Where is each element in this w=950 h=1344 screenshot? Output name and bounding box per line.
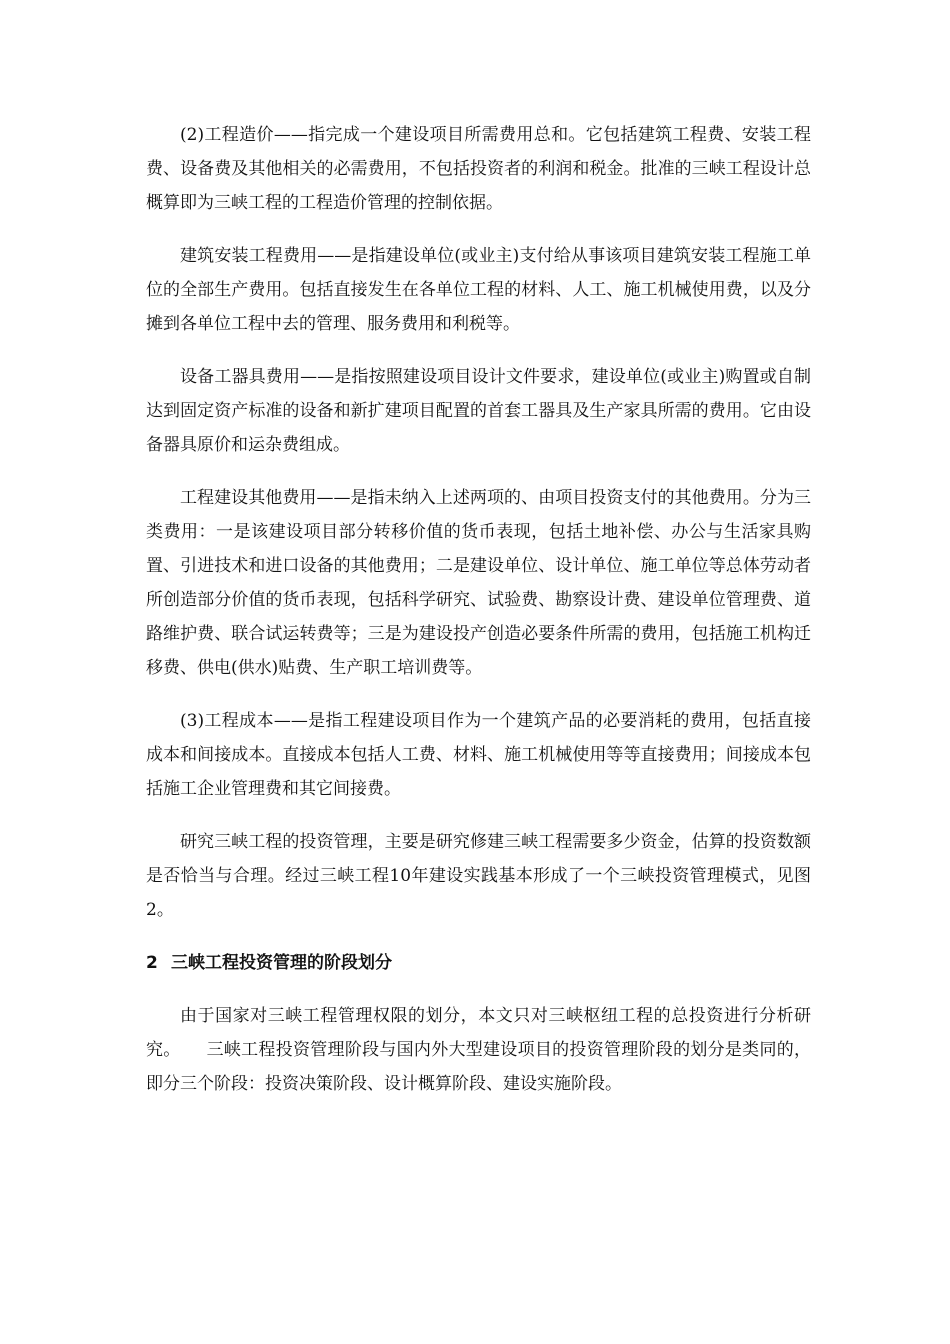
paragraph-equipment-cost: 设备工器具费用——是指按照建设项目设计文件要求，建设单位(或业主)购置或自制达到固定资产标准的设备和新扩建项目配置的首套工器具及生产家具所需的费用。它由设备器具原价和运杂费组成。 — [146, 367, 811, 455]
paragraph-construction-install-cost: 建筑安装工程费用——是指建设单位(或业主)支付给从事该项目建筑安装工程施工单位的全部生产费用。包括直接发生在各单位工程的材料、人工、施工机械使用费，以及分摊到各单位工程中去的管理、服务费用和利税等。 — [146, 246, 811, 334]
paragraph-investment-research: 研究三峡工程的投资管理，主要是研究修建三峡工程需要多少资金，估算的投资数额是否恰当与合理。经过三峡工程10年建设实践基本形成了一个三峡投资管理模式，见图2。 — [146, 832, 811, 920]
document-page — [146, 118, 811, 1120]
paragraph-project-cost: (2)工程造价——指完成一个建设项目所需费用总和。它包括建筑工程费、安装工程费、设备费及其他相关的必需费用，不包括投资者的利润和税金。批准的三峡工程设计总概算即为三峡工程的工程造价管理的控制依据。 — [146, 125, 811, 213]
section-title: 三峡工程投资管理的阶段划分 — [171, 953, 392, 973]
section-number: 2 — [146, 953, 158, 973]
section-heading — [146, 946, 811, 980]
paragraph-project-expense: (3)工程成本——是指工程建设项目作为一个建筑产品的必要消耗的费用，包括直接成本和间接成本。直接成本包括人工费、材料、施工机械使用等等直接费用；间接成本包括施工企业管理费和其它间接费。 — [146, 711, 811, 799]
paragraph-other-cost: 工程建设其他费用——是指未纳入上述两项的、由项目投资支付的其他费用。分为三类费用：一是该建设项目部分转移价值的货币表现，包括土地补偿、办公与生活家具购置、引进技术和进口设备的其他费用；二是建设单位、设计单位、施工单位等总体劳动者所创造部分价值的货币表现，包括科学研究、试验费、勘察设计费、建设单位管理费、道路维护费、联合试运转费等；三是为建设投产创造必要条件所需的费用，包括施工机构迁移费、供电(供水)贴费、生产职工培训费等。 — [146, 488, 811, 678]
paragraph-stage-division: 由于国家对三峡工程管理权限的划分，本文只对三峡枢纽工程的总投资进行分析研究。 三峡工程投资管理阶段与国内外大型建设项目的投资管理阶段的划分是类同的，即分三个阶段：投资决策阶段、设计概算阶段、建设实施阶段。 — [146, 1006, 811, 1094]
